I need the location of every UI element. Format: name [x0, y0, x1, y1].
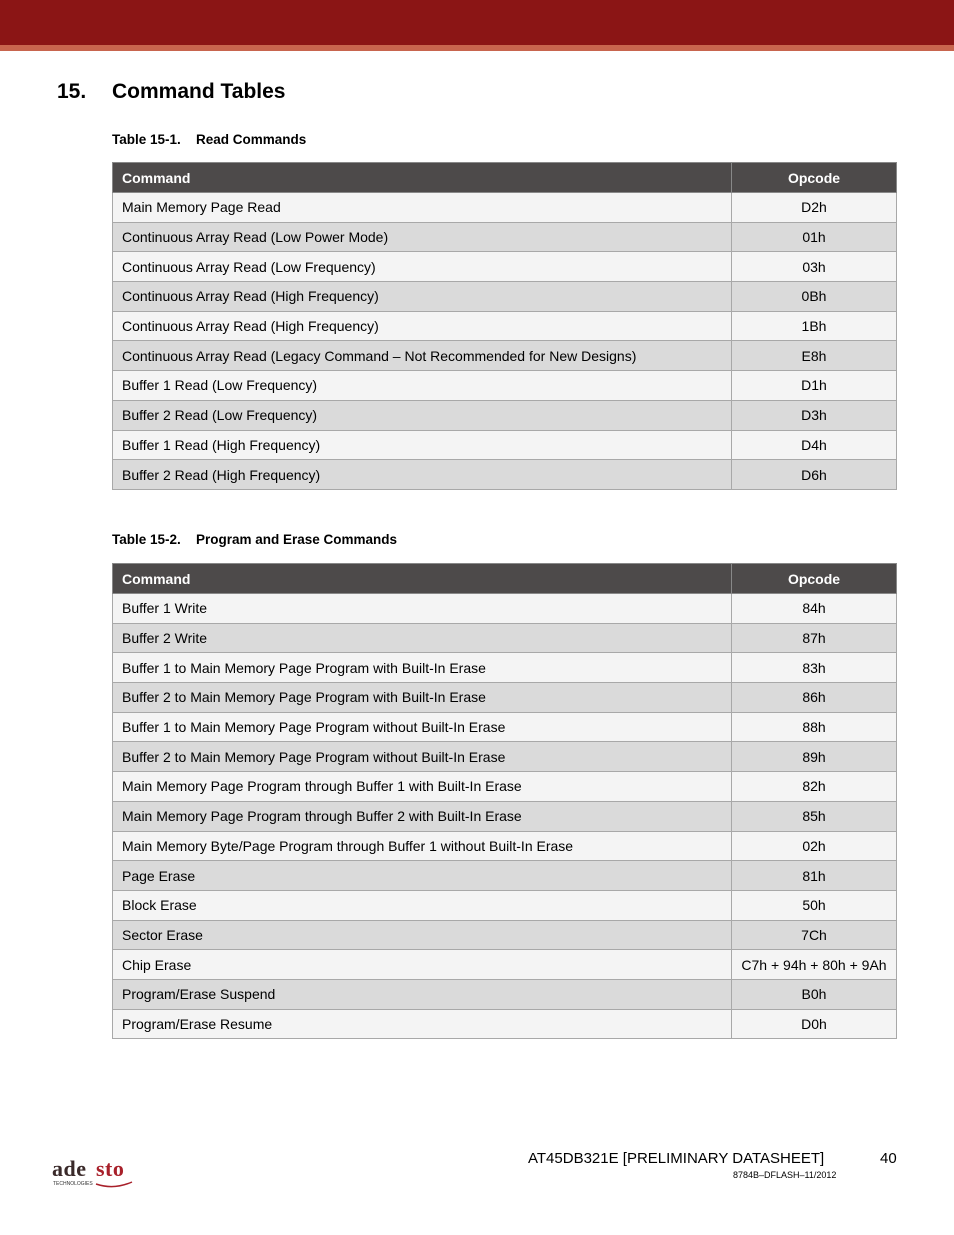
opcode-cell: 50h: [732, 890, 897, 920]
command-column-header: Command: [113, 163, 732, 193]
command-cell: Buffer 1 Write: [113, 594, 732, 624]
opcode-cell: 01h: [732, 222, 897, 252]
table2-caption: [112, 532, 397, 547]
table-row: [113, 594, 897, 624]
table-row: [113, 430, 897, 460]
table-row: [113, 712, 897, 742]
table-row: [113, 222, 897, 252]
table-row: [113, 400, 897, 430]
command-cell: Main Memory Page Program through Buffer 1 with Built-In Erase: [113, 772, 732, 802]
opcode-cell: 89h: [732, 742, 897, 772]
table1-caption-title: Read Commands: [196, 132, 307, 147]
table-row: [113, 653, 897, 683]
opcode-cell: D6h: [732, 460, 897, 490]
read-commands-table: [112, 162, 897, 490]
opcode-cell: 88h: [732, 712, 897, 742]
table-row: [113, 193, 897, 223]
table-row: [113, 1009, 897, 1039]
table-row: [113, 252, 897, 282]
table-row: [113, 950, 897, 980]
table-row: [113, 890, 897, 920]
command-cell: Block Erase: [113, 890, 732, 920]
command-cell: Continuous Array Read (High Frequency): [113, 282, 732, 312]
opcode-cell: 1Bh: [732, 311, 897, 341]
table1-caption: [112, 132, 306, 147]
svg-text:TECHNOLOGIES: TECHNOLOGIES: [53, 1181, 93, 1187]
opcode-cell: D4h: [732, 430, 897, 460]
opcode-cell: D0h: [732, 1009, 897, 1039]
command-cell: Buffer 2 Write: [113, 623, 732, 653]
opcode-cell: 03h: [732, 252, 897, 282]
table-row: [113, 861, 897, 891]
command-cell: Buffer 1 to Main Memory Page Program with Built-In Erase: [113, 653, 732, 683]
opcode-cell: 84h: [732, 594, 897, 624]
table-row: [113, 341, 897, 371]
opcode-cell: C7h + 94h + 80h + 9Ah: [732, 950, 897, 980]
command-cell: Continuous Array Read (Low Power Mode): [113, 222, 732, 252]
opcode-cell: 83h: [732, 653, 897, 683]
table-header-row: [113, 564, 897, 594]
table-row: [113, 623, 897, 653]
opcode-cell: B0h: [732, 979, 897, 1009]
opcode-cell: 87h: [732, 623, 897, 653]
command-cell: Program/Erase Resume: [113, 1009, 732, 1039]
command-cell: Buffer 1 Read (Low Frequency): [113, 371, 732, 401]
opcode-cell: D3h: [732, 400, 897, 430]
table-row: [113, 683, 897, 713]
section-title: Command Tables: [112, 80, 286, 103]
section-heading: [57, 80, 285, 104]
document-title: AT45DB321E [PRELIMINARY DATASHEET]: [528, 1150, 825, 1167]
opcode-cell: 86h: [732, 683, 897, 713]
command-cell: Buffer 2 Read (Low Frequency): [113, 400, 732, 430]
command-cell: Sector Erase: [113, 920, 732, 950]
command-cell: Continuous Array Read (Low Frequency): [113, 252, 732, 282]
command-cell: Chip Erase: [113, 950, 732, 980]
opcode-cell: 02h: [732, 831, 897, 861]
command-column-header: Command: [113, 564, 732, 594]
table-row: [113, 979, 897, 1009]
table-row: [113, 772, 897, 802]
command-cell: Main Memory Page Read: [113, 193, 732, 223]
table-header-row: [113, 163, 897, 193]
table-row: [113, 742, 897, 772]
opcode-column-header: Opcode: [732, 163, 897, 193]
opcode-column-header: Opcode: [732, 564, 897, 594]
table-row: [113, 920, 897, 950]
opcode-cell: D1h: [732, 371, 897, 401]
table-row: [113, 831, 897, 861]
opcode-cell: D2h: [732, 193, 897, 223]
command-cell: Buffer 1 Read (High Frequency): [113, 430, 732, 460]
command-cell: Main Memory Byte/Page Program through Buffer 1 without Built-In Erase: [113, 831, 732, 861]
opcode-cell: E8h: [732, 341, 897, 371]
table2-caption-number: Table 15-2.: [112, 532, 181, 547]
command-cell: Page Erase: [113, 861, 732, 891]
header-accent-stripe: [0, 45, 954, 51]
table2-caption-title: Program and Erase Commands: [196, 532, 398, 547]
header-bar: [0, 0, 954, 45]
opcode-cell: 81h: [732, 861, 897, 891]
command-cell: Buffer 2 to Main Memory Page Program with Built-In Erase: [113, 683, 732, 713]
adesto-logo: [52, 1158, 136, 1190]
opcode-cell: 7Ch: [732, 920, 897, 950]
command-cell: Continuous Array Read (High Frequency): [113, 311, 732, 341]
command-cell: Buffer 1 to Main Memory Page Program without Built-In Erase: [113, 712, 732, 742]
table-row: [113, 801, 897, 831]
svg-text:ade: ade: [52, 1158, 87, 1181]
program-erase-commands-table: [112, 563, 897, 1039]
table1-caption-number: Table 15-1.: [112, 132, 181, 147]
page-number: 40: [880, 1150, 897, 1167]
table-row: [113, 460, 897, 490]
table2-body: [113, 594, 897, 1039]
table-row: [113, 282, 897, 312]
opcode-cell: 85h: [732, 801, 897, 831]
command-cell: Buffer 2 to Main Memory Page Program without Built-In Erase: [113, 742, 732, 772]
table-row: [113, 371, 897, 401]
svg-text:sto: sto: [96, 1158, 125, 1181]
table-row: [113, 311, 897, 341]
opcode-cell: 82h: [732, 772, 897, 802]
command-cell: Continuous Array Read (Legacy Command – Not Recommended for New Designs): [113, 341, 732, 371]
command-cell: Main Memory Page Program through Buffer 2 with Built-In Erase: [113, 801, 732, 831]
table1-body: [113, 193, 897, 490]
section-number: 15.: [57, 80, 87, 103]
command-cell: Buffer 2 Read (High Frequency): [113, 460, 732, 490]
opcode-cell: 0Bh: [732, 282, 897, 312]
command-cell: Program/Erase Suspend: [113, 979, 732, 1009]
document-code: 8784B–DFLASH–11/2012: [733, 1170, 837, 1180]
